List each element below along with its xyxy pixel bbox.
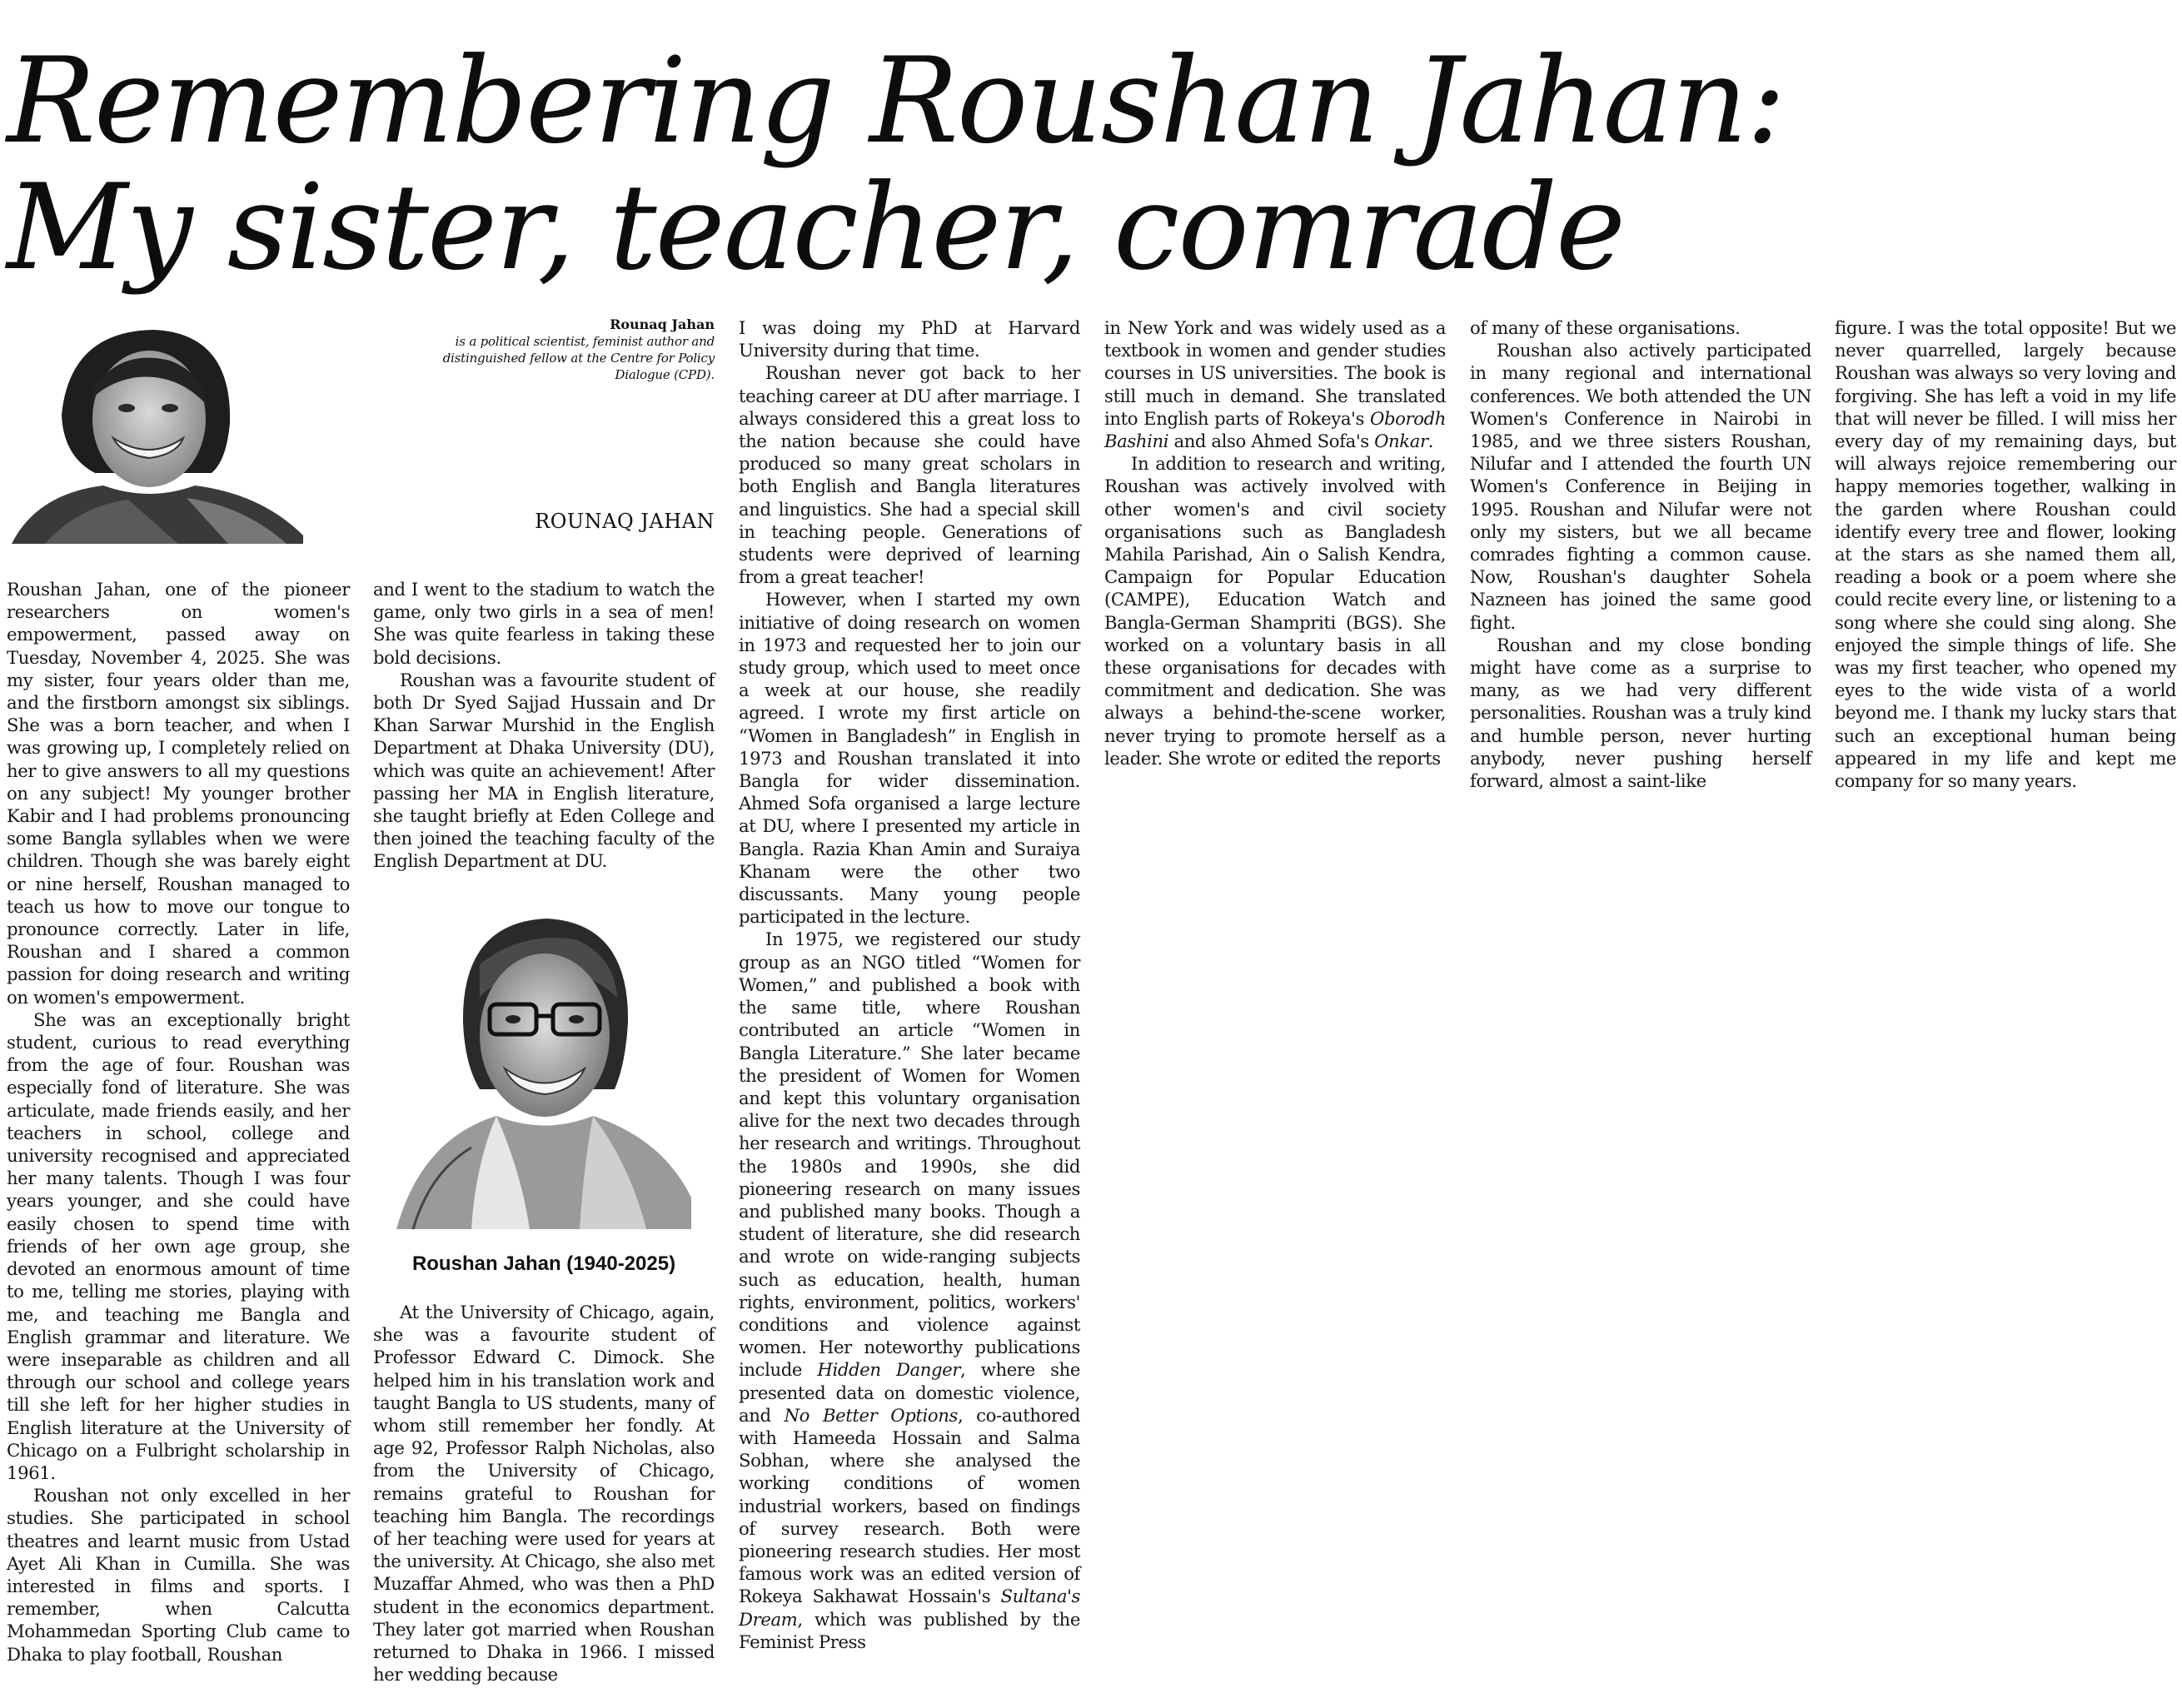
byline-name: Rounaq Jahan — [610, 316, 715, 332]
paragraph: and I went to the stadium to watch the game, only two girls in a sea of men! She was quite fearless in taking these bold decisions. — [373, 579, 715, 668]
book-title: Onkar — [1374, 431, 1428, 452]
photo-caption: Roushan Jahan (1940-2025) — [411, 1252, 676, 1275]
byline-author-caps: ROUNAQ JAHAN — [535, 510, 715, 533]
article-column-2-lower — [373, 1301, 715, 1686]
paragraph — [1104, 316, 1446, 452]
article-column-4 — [1104, 316, 1446, 769]
author-portrait — [12, 315, 303, 544]
text-run: , where she presented data on domestic violence, and — [739, 1359, 1080, 1426]
paragraph: Roushan was a favourite student of both Dr Syed Sajjad Hussain and Dr Khan Sarwar Murshid in the English Department at Dhaka University (DU), which was quite an achievement! After passing her MA in English literature, she taught briefly at Eden College and then joined the teaching faculty of the English Department at DU. — [373, 669, 715, 872]
paragraph: figure. I was the total opposite! But we never quarrelled, largely because Roushan was always so very loving and forgiving. She has left a void in my life that will never be filled. I will miss her every day of my remaining days, but will always rejoice remembering our happy memories together, walking in the garden where Roushan could identify every tree and flower, looking at the stars as she named them all, reading a book or a poem where she could recite every line, or listening to a song where she could sing along. She enjoyed the simple things of life. She was my first teacher, who opened my eyes to the wide vista of a world beyond me. I thank my lucky stars that such an exceptional human being appeared in my life and kept me company for so many years. — [1835, 317, 2176, 792]
paragraph: Roushan also actively participated in many regional and international conferences. We both attended the UN Women's Conference in Nairobi in 1985, and we three sisters Roushan, Nilufar and I attended the fourth UN Women's Conference in Beijing in 1995. Roushan and Nilufar were not only my sisters, but we all became comrades fighting a common cause. Now, Roushan's daughter Sohela Nazneen has joined the same good fight. — [1470, 340, 1811, 633]
paragraph: Roushan Jahan, one of the pioneer researchers on women's empowerment, passed away on Tuesday, November 4, 2025. She was my sister, four years older than me, and the firstborn amongst six siblings. She was a born teacher, and when I was growing up, I completely relied on her to give answers to all my questions on any subject! My younger brother Kabir and I had problems pronouncing some Bangla syllables when we were children. Though she was barely eight or nine herself, Roushan managed to teach us how to move our tongue to pronounce correctly. Later in life, Roushan and I shared a common passion for doing research and writing on women's empowerment. — [7, 579, 350, 1008]
paragraph: Roushan and my close bonding might have come as a surprise to many, as we had very different personalities. Roushan was a truly kind and humble person, never hurting anybody, never pushing herself forward, almost a saint-like — [1470, 634, 1811, 792]
paragraph: However, when I started my own initiative of doing research on women in 1973 and requested her to join our study group, which used to meet once a week at our house, she readily agreed. I wrote my first article on “Women in Bangladesh” in English in 1973 and Roushan translated it into Bangla for wider dissemination. Ahmed Sofa organised a large lecture at DU, where I presented my article in Bangla. Razia Khan Amin and Suraiya Khanam were the other two discussants. Many young people participated in the lecture. — [739, 589, 1080, 928]
headline — [7, 32, 2172, 296]
paragraph — [739, 928, 1080, 1653]
text-run: . — [1427, 431, 1434, 452]
paragraph: In addition to research and writing, Roushan was actively involved with other women's and civil society organisations such as Bangladesh Mahila Parishad, Ain o Salish Kendra, Campaign for Popular Education (CAMPE), Education Watch and Bangla-German Shampriti (BGS). She worked on a voluntary basis in all these organisations for decades with commitment and dedication. She was always a behind-the-scene worker, never trying to promote herself as a leader. She wrote or edited the reports — [1104, 453, 1446, 769]
text-run: , co-authored with Hameeda Hossain and Salma Sobhan, where she analysed the working conditions of women industrial workers, based on findings of survey research. Both were pioneering research studies. Her most famous work was an edited version of Rokeya Sakhawat Hossain's — [739, 1404, 1080, 1607]
text-run: In 1975, we registered our study group as an NGO titled “Women for Women,” and published a book with the same title, where Roushan contributed an article “Women in Bangla Literature.” She later became the president of Women for Women and kept this voluntary organisation alive for the next two decades through her research and writings. Throughout the 1980s and 1990s, she did pioneering research on many issues and published many books. Though a student of literature, she did research and wrote on wide-ranging subjects such as education, health, human rights, environment, politics, workers' conditions and violence against women. Her noteworthy publications include — [739, 929, 1080, 1381]
byline — [391, 316, 715, 383]
roushan-jahan-portrait — [396, 898, 691, 1229]
paragraph: She was an exceptionally bright student, curious to read everything from the age of four. Roushan was especially fond of literature. She was articulate, made friends easily, and her teachers in school, college and university recognised and appreciated her many talents. Though I was four years younger, and she could have easily chosen to spend time with friends of her own age group, she devoted an enormous amount of time to me, telling me stories, playing with me, and teaching me Bangla and English grammar and literature. We were inseparable as children and all through our school and college years till she left for her higher studies in English literature at the University of Chicago on a Fulbright scholarship in 1961. — [7, 1008, 350, 1483]
article-column-1 — [7, 578, 350, 1666]
book-title: Sultana's Dream — [739, 1586, 1080, 1630]
headline-line-1: Remembering Roushan Jahan: — [7, 32, 1785, 170]
article-column-2 — [373, 578, 715, 873]
headline-line-2: My sister, teacher, comrade — [7, 159, 1625, 296]
article-column-3 — [739, 316, 1080, 1653]
text-run: in New York and was widely used as a textbook in women and gender studies courses in US universities. The book is still much in demand. She translated into English parts of Rokeya's — [1104, 317, 1446, 429]
book-title: Hidden Danger — [817, 1359, 961, 1381]
paragraph: Roushan not only excelled in her studies. She participated in school theatres and learnt music from Ustad Ayet Ali Khan in Cumilla. She was interested in films and sports. I remember, when Calcutta Mohammedan Sporting Club came to Dhaka to play football, Roushan — [7, 1485, 350, 1665]
paragraph: At the University of Chicago, again, she was a favourite student of Professor Edward C. Dimock. She helped him in his translation work and taught Bangla to US students, many of whom still remember her fondly. At age 92, Professor Ralph Nicholas, also from the University of Chicago, remains grateful to Roushan for teaching him Bangla. The recordings of her teaching were used for years at the university. At Chicago, she also met Muzaffar Ahmed, who was then a PhD student in the economics department. They later got married when Roushan returned to Dhaka in 1966. I missed her wedding because — [373, 1302, 715, 1686]
paragraph: of many of these organisations. — [1470, 317, 1741, 338]
paragraph: I was doing my PhD at Harvard University during that time. — [739, 317, 1080, 361]
article-column-5 — [1470, 316, 1811, 792]
book-title: Oborodh Bashini — [1104, 407, 1446, 452]
book-title: No Better Options — [784, 1404, 958, 1426]
paragraph: Roushan never got back to her teaching career at DU after marriage. I always considered this a great loss to the nation because she could have produced so many great scholars in both English and Bangla literatures and linguistics. She had a special skill in teaching people. Generations of students were deprived of learning from a great teacher! — [739, 362, 1080, 588]
text-run: and also Ahmed Sofa's — [1168, 431, 1375, 452]
byline-description: is a political scientist, feminist author and distinguished fellow at the Centre for Policy Dialogue (CPD). — [442, 334, 715, 382]
article-column-6 — [1835, 316, 2176, 792]
text-run: , which was published by the Feminist Press — [739, 1608, 1080, 1652]
